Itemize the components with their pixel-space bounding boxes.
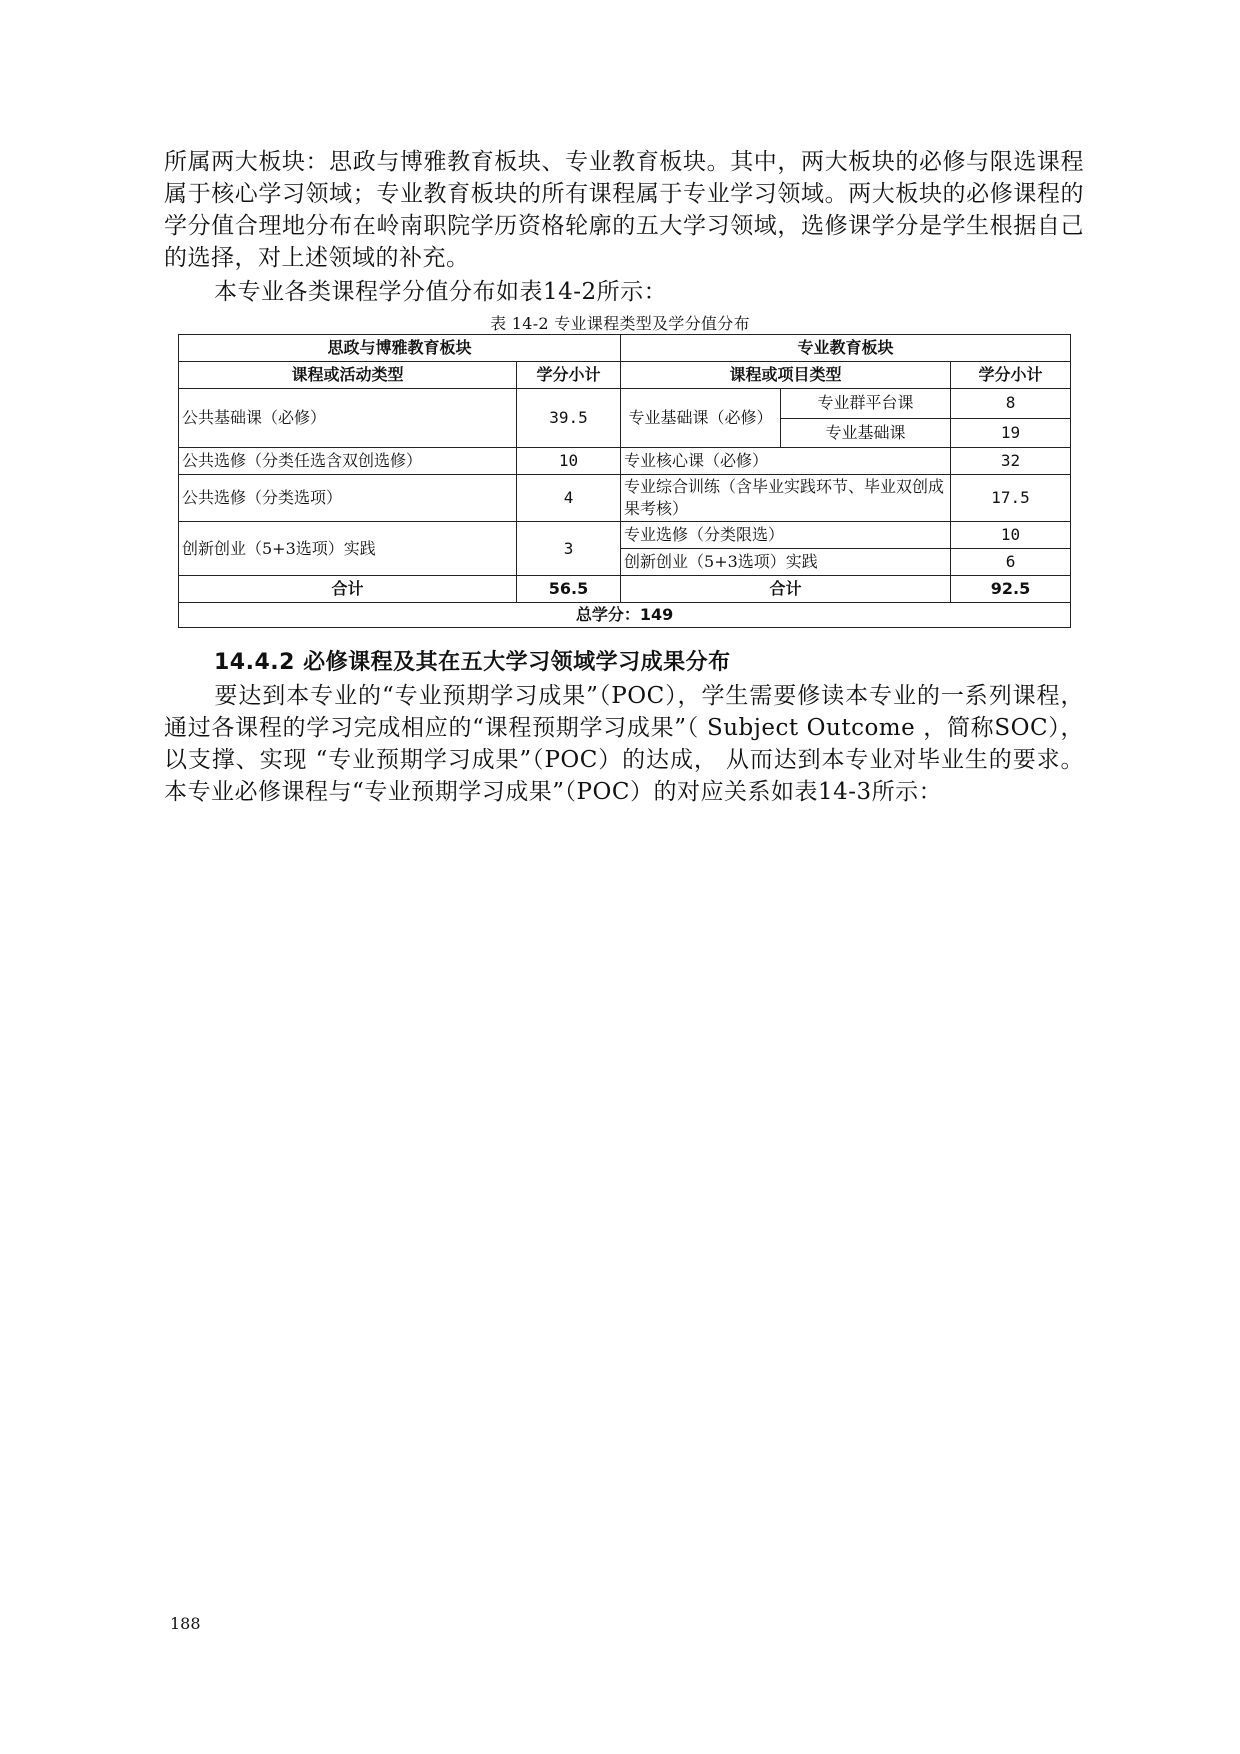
left-col-type-header: 课程或活动类型 xyxy=(179,362,517,389)
body-paragraph-intro: 本专业各类课程学分值分布如表14-2所示： xyxy=(214,279,668,305)
left-block-title: 思政与博雅教育板块 xyxy=(179,335,621,362)
table-row xyxy=(179,448,1071,475)
grand-total: 总学分：149 xyxy=(179,603,1071,628)
right-row-credit: 32 xyxy=(951,448,1071,475)
left-row-credit: 10 xyxy=(517,448,621,475)
right-group-item-credit: 19 xyxy=(951,418,1071,448)
left-total-value: 56.5 xyxy=(517,576,621,603)
right-row-credit: 6 xyxy=(951,549,1071,576)
left-row-type: 公共基础课（必修） xyxy=(179,389,517,448)
page-number: 188 xyxy=(170,1614,201,1633)
body-paragraph-text: 要达到本专业的“专业预期学习成果”（POC），学生需要修读本专业的一系列课程，通过各课程的学习完成相应的“课程预期学习成果”（ Subject Outcome ，简称SOC），以支撑、实现 “专业预期学习成果”（POC）的达成， 从而达到本专业对毕业生的要求。本专业必修课程与“专业预期学习成果”（POC）的对应关系如表14-3所示： xyxy=(164,683,1084,805)
body-paragraph xyxy=(164,680,1084,808)
left-row-type: 公共选修（分类任选含双创选修） xyxy=(179,448,517,475)
left-row-credit: 4 xyxy=(517,475,621,522)
right-block-title: 专业教育板块 xyxy=(621,335,1071,362)
right-group-item-credit: 8 xyxy=(951,389,1071,419)
table-row xyxy=(179,475,1071,522)
credit-distribution-table xyxy=(178,334,1071,628)
right-group-item-type: 专业基础课 xyxy=(781,418,951,448)
right-total-label: 合计 xyxy=(621,576,951,603)
left-total-label: 合计 xyxy=(179,576,517,603)
right-col-type-header: 课程或项目类型 xyxy=(621,362,951,389)
right-row-type: 专业综合训练（含毕业实践环节、毕业双创成果考核） xyxy=(621,475,951,522)
right-group-label: 专业基础课（必修） xyxy=(621,389,781,448)
left-row-type: 创新创业（5+3选项）实践 xyxy=(179,522,517,576)
right-row-type: 专业选修（分类限选） xyxy=(621,522,951,549)
table-row xyxy=(179,389,1071,419)
table-grand-total-row xyxy=(179,603,1071,628)
right-row-credit: 17.5 xyxy=(951,475,1071,522)
left-col-credit-header: 学分小计 xyxy=(517,362,621,389)
right-row-credit: 10 xyxy=(951,522,1071,549)
table-total-row xyxy=(179,576,1071,603)
left-row-credit: 39.5 xyxy=(517,389,621,448)
table-header-row xyxy=(179,335,1071,362)
table-caption: 表 14-2 专业课程类型及学分值分布 xyxy=(490,314,750,333)
right-group-item-type: 专业群平台课 xyxy=(781,389,951,419)
right-col-credit-header: 学分小计 xyxy=(951,362,1071,389)
table-row xyxy=(179,522,1071,549)
right-row-type: 创新创业（5+3选项）实践 xyxy=(621,549,951,576)
left-row-credit: 3 xyxy=(517,522,621,576)
body-paragraph: 所属两大板块：思政与博雅教育板块、专业教育板块。其中，两大板块的必修与限选课程属于核心学习领域；专业教育板块的所有课程属于专业学习领域。两大板块的必修课程的学分值合理地分布在岭南职院学历资格轮廓的五大学习领域，选修课学分是学生根据自己的选择，对上述领域的补充。 xyxy=(164,149,1084,271)
right-total-value: 92.5 xyxy=(951,576,1071,603)
section-heading: 14.4.2 必修课程及其在五大学习领域学习成果分布 xyxy=(214,650,731,675)
left-row-type: 公共选修（分类选项） xyxy=(179,475,517,522)
table-header-row xyxy=(179,362,1071,389)
right-row-type: 专业核心课（必修） xyxy=(621,448,951,475)
